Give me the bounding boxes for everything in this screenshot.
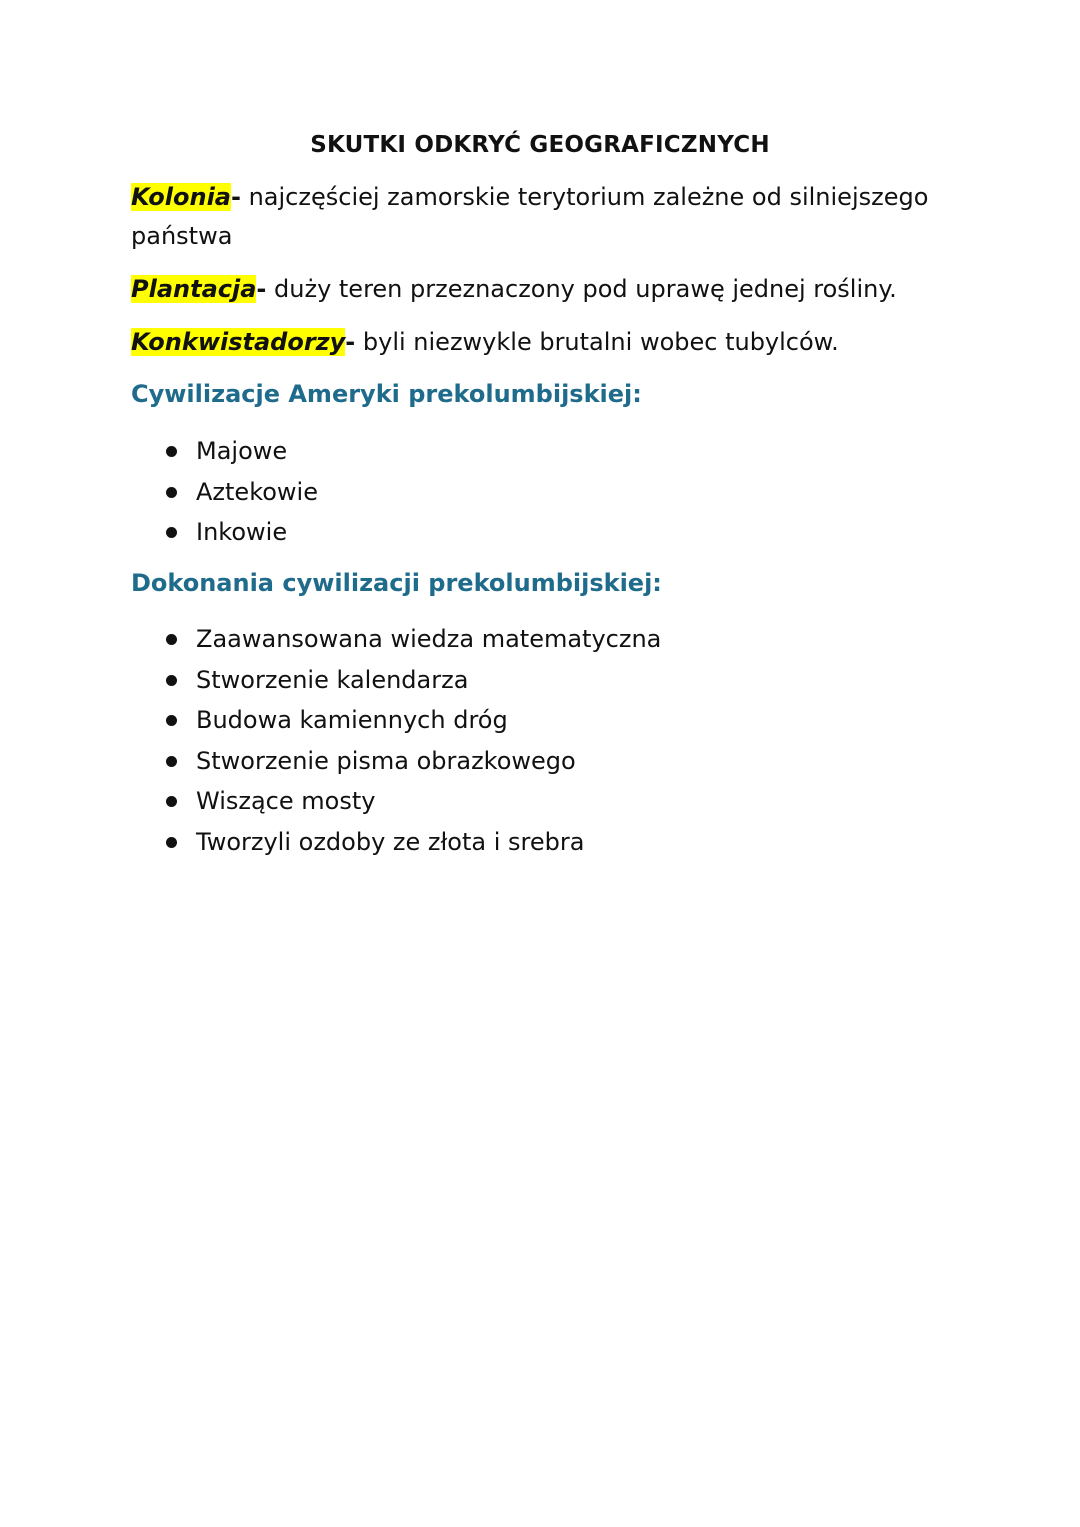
list-item [160, 822, 661, 863]
list-item-text: Tworzyli ozdoby ze złota i srebra [196, 827, 585, 856]
definition-term: Konkwistadorzy [131, 328, 346, 356]
bullet-icon [166, 715, 177, 726]
bullet-icon [166, 756, 177, 767]
list-item [160, 619, 661, 660]
list-item [160, 741, 661, 782]
list-item-text: Zaawansowana wiedza matematyczna [196, 625, 662, 653]
definition-dash: - [231, 183, 241, 211]
bullet-icon [166, 634, 177, 645]
list-item [160, 660, 661, 701]
list-item [160, 700, 661, 741]
section-heading-achievements: Dokonania cywilizacji prekolumbijskiej: [131, 569, 662, 597]
definition-text: duży teren przeznaczony pod uprawę jednej rośliny. [266, 275, 897, 303]
bullet-icon [166, 487, 177, 498]
achievements-list [160, 619, 661, 862]
bullet-icon [166, 796, 177, 807]
list-item-text: Wiszące mosty [196, 787, 376, 815]
section-heading-civilizations: Cywilizacje Ameryki prekolumbijskiej: [131, 380, 642, 408]
bullet-icon [166, 446, 177, 457]
list-item [160, 512, 318, 553]
list-item-text: Stworzenie pisma obrazkowego [196, 746, 576, 775]
definition-konkwistadorzy [131, 323, 931, 362]
list-item-text: Stworzenie kalendarza [196, 665, 469, 694]
list-item-text: Budowa kamiennych dróg [196, 706, 508, 734]
civilizations-list [160, 431, 318, 553]
list-item-text: Aztekowie [196, 477, 318, 506]
list-item [160, 472, 318, 513]
definition-text: najczęściej zamorskie terytorium zależne od silniejszego państwa [131, 183, 929, 250]
definition-dash: - [256, 275, 267, 303]
list-item-text: Majowe [196, 437, 288, 465]
definition-term: Plantacja [131, 275, 257, 303]
list-item [160, 781, 661, 822]
bullet-icon [166, 527, 177, 538]
page-title: SKUTKI ODKRYĆ GEOGRAFICZNYCH [310, 132, 770, 158]
list-item [160, 431, 318, 472]
definition-term: Kolonia [131, 183, 231, 211]
definition-plantacja [131, 270, 931, 309]
definition-text: byli niezwykle brutalni wobec tubylców. [355, 328, 839, 356]
bullet-icon [166, 675, 177, 686]
list-item-text: Inkowie [196, 518, 288, 546]
definition-dash: - [345, 328, 356, 356]
definition-kolonia [131, 178, 931, 256]
bullet-icon [166, 837, 177, 848]
